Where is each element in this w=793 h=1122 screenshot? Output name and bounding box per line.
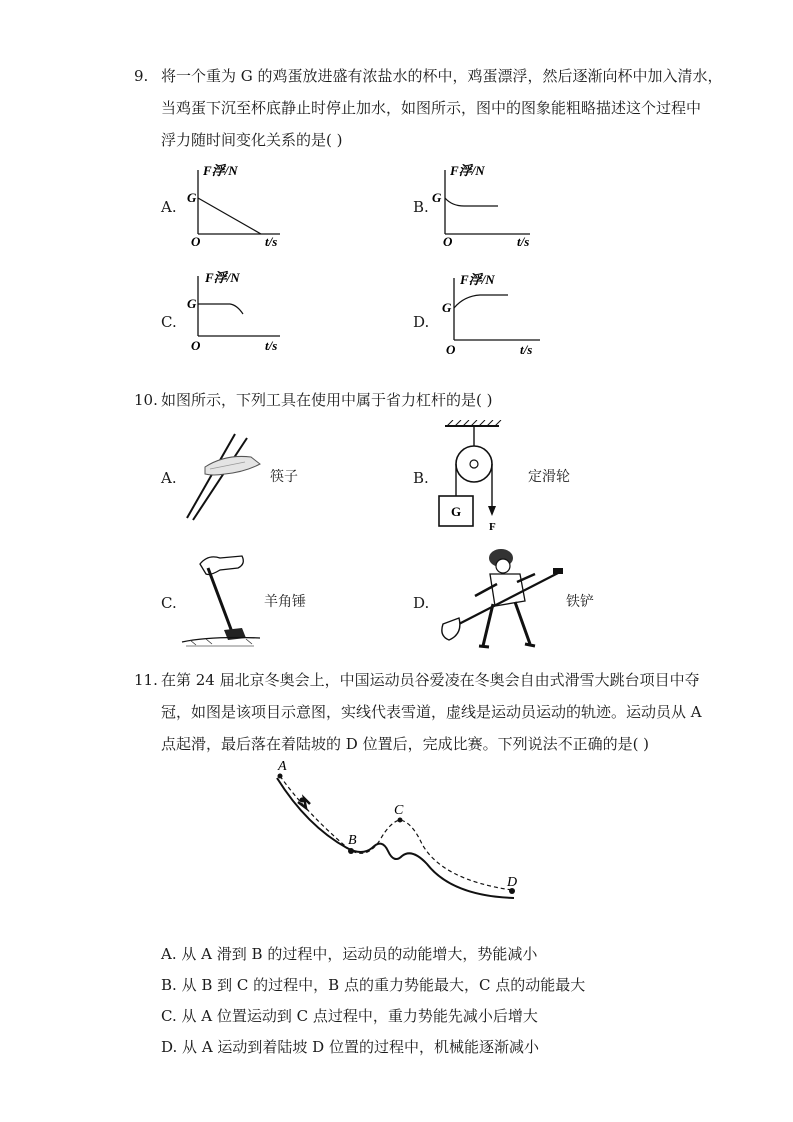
q10-b-block-label: G [451,504,462,519]
q9-graph-b[interactable] [430,158,540,248]
q10-number: 10. [134,391,158,409]
point-c-label: C [394,803,404,818]
q9-line-2: 当鸡蛋下沉至杯底静止时停止加水，如图所示，图中的图象能粗略描述这个过程中 [161,99,702,117]
q9-c-origin: O [191,338,201,353]
q11-option-a-letter: A. [161,945,177,963]
q9-option-d-letter[interactable]: D. [413,313,430,331]
point-d-label: D [507,875,518,890]
q11-line-3: 点起滑，最后落在着陆坡的 D 位置后，完成比赛。下列说法不正确的是( ) [161,735,650,753]
q10-d-caption: 铁铲 [566,594,594,610]
q11-option-c[interactable] [161,1006,538,1026]
q10-b-caption: 定滑轮 [528,469,570,485]
point-b-dot [348,848,354,854]
q10-c-caption: 羊角锤 [264,594,306,610]
q9-a-origin: O [191,234,201,248]
skier-icon [298,798,310,809]
q9-c-xlabel: t/s [265,338,278,353]
q9-d-ylabel: F浮/N [460,272,495,287]
shovel-worker-icon[interactable] [435,546,570,656]
q10-a-caption: 筷子 [270,469,298,485]
q10-b-force-label: F [489,521,496,530]
q11-option-d-text: 从 A 运动到着陆坡 D 位置的过程中，机械能逐渐减小 [182,1038,539,1056]
q10-stem: 如图所示，下列工具在使用中属于省力杠杆的是( ) [161,391,493,409]
q10-option-a-letter[interactable]: A. [161,469,177,487]
q9-graph-a[interactable] [185,158,295,248]
point-a-dot [278,774,283,779]
q11-number: 11. [134,671,158,689]
q9-c-g: G [187,296,197,311]
q9-d-origin: O [446,342,456,357]
q9-graph-d[interactable] [440,268,550,360]
q11-option-b[interactable] [161,975,585,995]
q11-line-2: 冠，如图是该项目示意图，实线代表雪道，虚线是运动员运动的轨迹。运动员从 A [161,703,702,721]
q11-option-c-letter: C. [161,1007,177,1025]
claw-hammer-icon[interactable] [180,546,265,651]
q11-option-d[interactable] [161,1037,539,1057]
q9-a-ylabel: F浮/N [203,163,238,178]
q11-option-a[interactable] [161,944,537,964]
q10-option-b-letter[interactable]: B. [413,469,429,487]
q9-d-xlabel: t/s [520,342,533,357]
q9-c-ylabel: F浮/N [205,270,240,285]
q9-a-g: G [187,190,197,205]
q9-b-g: G [432,190,442,205]
q10-option-d-letter[interactable]: D. [413,594,430,612]
point-b-label: B [348,833,357,848]
q10-option-c-letter[interactable]: C. [161,594,177,612]
chopsticks-icon[interactable] [185,432,270,522]
ski-jump-diagram [262,756,532,906]
q9-number: 9. [134,67,149,85]
q9-d-g: G [442,300,452,315]
fixed-pulley-icon[interactable] [433,420,513,530]
q11-option-c-text: 从 A 位置运动到 C 点过程中，重力势能先减小后增大 [181,1007,538,1025]
q9-a-xlabel: t/s [265,234,278,248]
point-a-label: A [278,759,287,774]
q9-line-1: 将一个重为 G 的鸡蛋放进盛有浓盐水的杯中，鸡蛋漂浮，然后逐渐向杯中加入清水， [161,67,723,85]
q9-option-c-letter[interactable]: C. [161,313,177,331]
q9-b-xlabel: t/s [517,234,530,248]
q9-b-ylabel: F浮/N [450,163,485,178]
point-c-dot [398,818,403,823]
q9-graph-c[interactable] [185,268,295,358]
q11-option-b-letter: B. [161,976,177,994]
q11-option-d-letter: D. [161,1038,178,1056]
q9-option-a-letter[interactable]: A. [161,198,177,216]
q11-option-a-text: 从 A 滑到 B 的过程中，运动员的动能增大，势能减小 [181,945,538,963]
q9-option-b-letter[interactable]: B. [413,198,429,216]
q9-line-3: 浮力随时间变化关系的是( ) [161,131,343,149]
q11-option-b-text: 从 B 到 C 的过程中，B 点的重力势能最大，C 点的动能最大 [181,976,586,994]
q9-b-origin: O [443,234,453,248]
q11-line-1: 在第 24 届北京冬奥会上，中国运动员谷爱凌在冬奥会自由式滑雪大跳台项目中夺 [161,671,700,689]
